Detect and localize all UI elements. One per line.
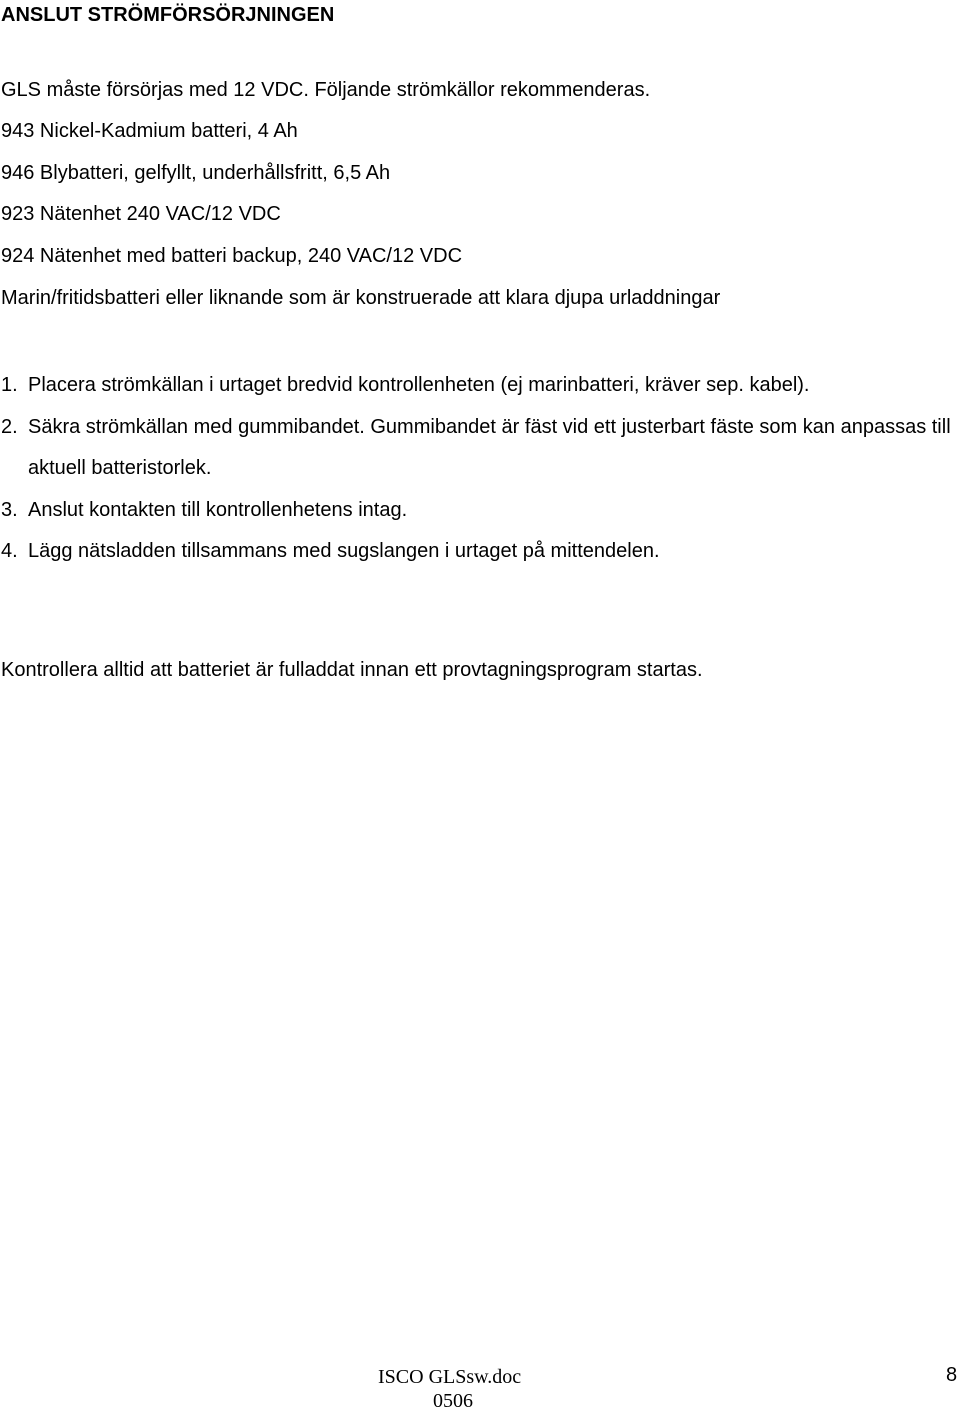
step-text: Anslut kontakten till kontrollenhetens intag. [28,498,408,521]
battery-note: Kontrollera alltid att batteriet är fulladdat innan ett provtagningsprogram startas. [1,659,703,681]
intro-text: GLS måste försörjas med 12 VDC. Följande strömkällor rekommenderas. [1,79,651,101]
power-source-item: 943 Nickel-Kadmium batteri, 4 Ah [1,120,298,142]
step-number: 1. [1,374,18,396]
power-source-item: 924 Nätenhet med batteri backup, 240 VAC/12 VDC [1,245,463,267]
power-source-item: Marin/fritidsbatteri eller liknande som är konstruerade att klara djupa urladdningar [1,287,721,309]
step-item [0,407,960,490]
power-source-item: 946 Blybatteri, gelfyllt, underhållsfritt, 6,5 Ah [1,162,391,184]
power-source-item: 923 Nätenhet 240 VAC/12 VDC [1,203,281,225]
step-number: 4. [1,540,18,562]
footer-code: 0506 [433,1390,473,1412]
step-text: Säkra strömkällan med gummibandet. Gummibandet är fäst vid ett justerbart fäste som kan anpassas till aktuell batteristorlek. [28,415,951,479]
step-text: Placera strömkällan i urtaget bredvid kontrollenheten (ej marinbatteri, kräver sep. kabel). [28,374,810,396]
step-item [0,490,960,532]
page-number: 8 [946,1364,958,1386]
footer-filename: ISCO GLSsw.doc [378,1366,522,1388]
step-number: 2. [1,415,18,438]
page-title: ANSLUT STRÖMFÖRSÖRJNINGEN [1,4,335,26]
step-item [0,365,960,407]
step-number: 3. [1,498,18,521]
step-item [0,531,960,573]
step-text: Lägg nätsladden tillsammans med sugslangen i urtaget på mittendelen. [28,540,660,562]
instruction-steps [0,365,960,573]
